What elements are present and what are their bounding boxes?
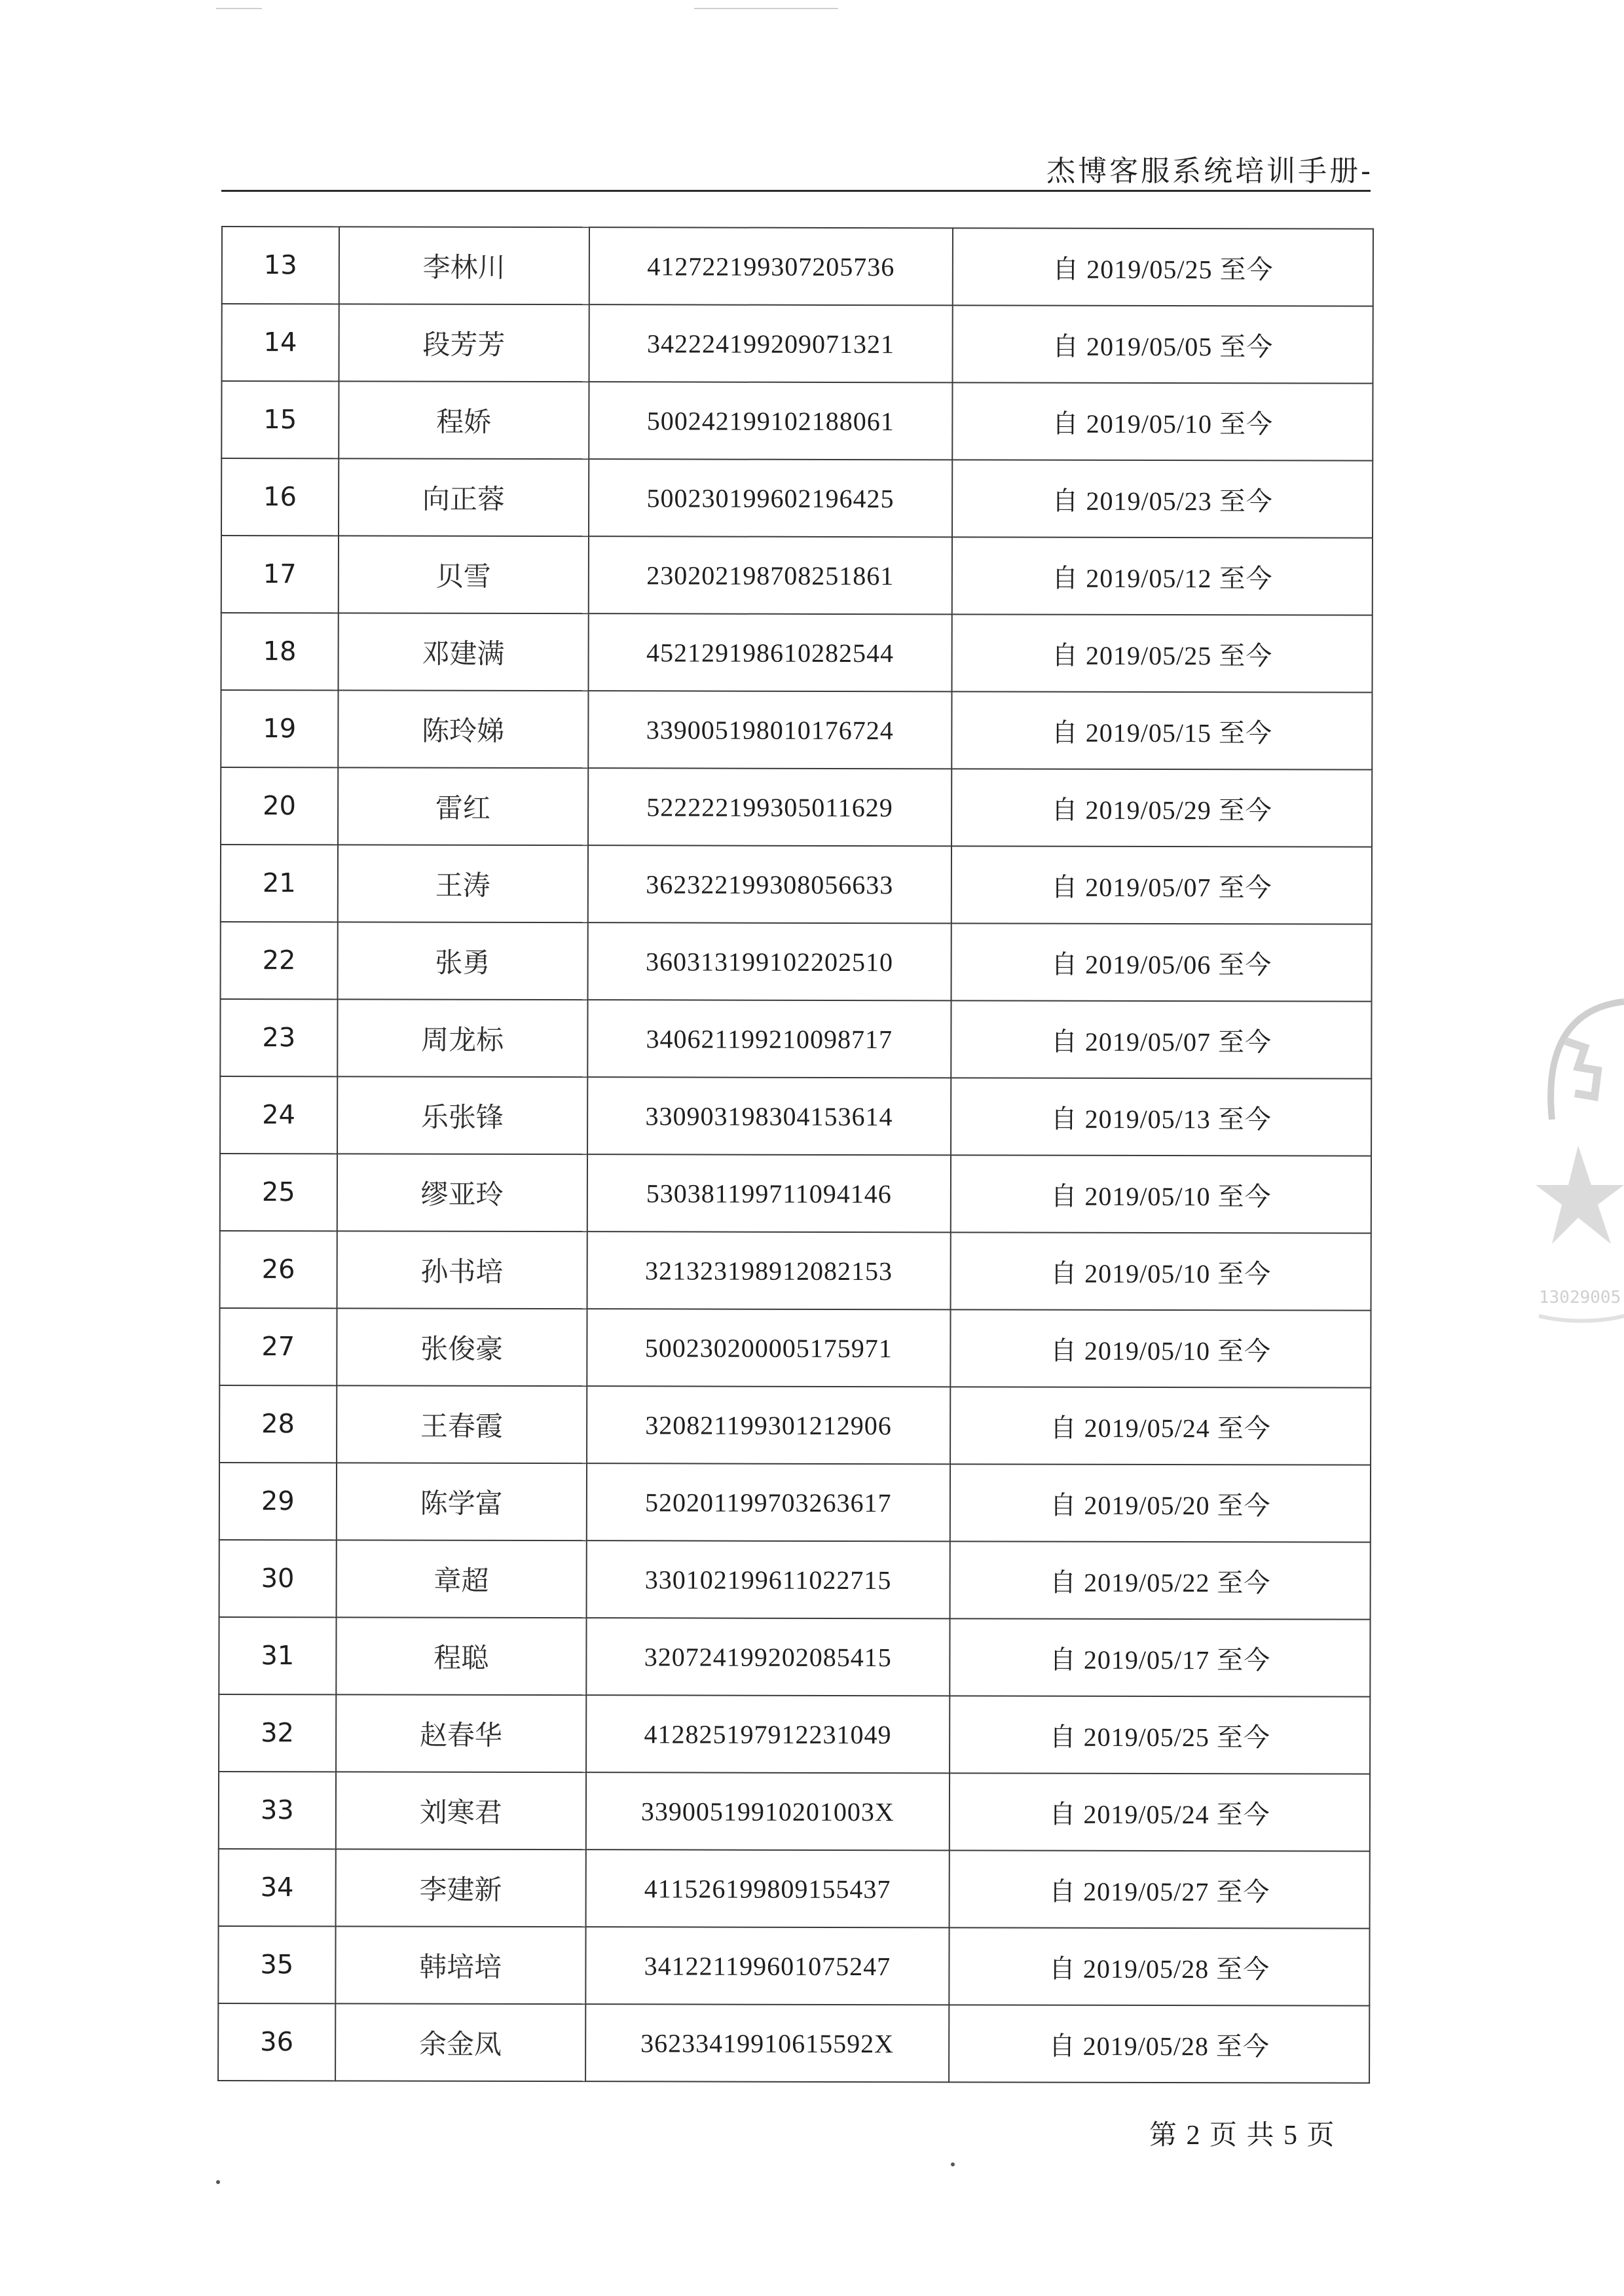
employee-name-cell: 余金凤 xyxy=(335,2003,585,2081)
row-number-cell: 32 xyxy=(219,1694,336,1772)
id-number-cell: 412825197912231049 xyxy=(586,1695,950,1773)
id-number-cell: 330903198304153614 xyxy=(587,1077,951,1155)
row-number-cell: 24 xyxy=(220,1076,337,1154)
employment-period-cell: 自 2019/05/06 至今 xyxy=(951,923,1372,1001)
row-number-cell: 14 xyxy=(222,304,339,381)
table-row xyxy=(221,922,1372,1002)
row-number-cell: 36 xyxy=(218,2003,335,2081)
id-number-cell: 411526199809155437 xyxy=(585,1850,950,1927)
employee-name-cell: 张俊豪 xyxy=(337,1308,587,1386)
employee-name-cell: 邓建满 xyxy=(338,613,588,691)
id-number-cell: 362322199308056633 xyxy=(587,845,951,923)
employment-period-cell: 自 2019/05/23 至今 xyxy=(952,460,1373,538)
employee-table xyxy=(217,226,1374,2084)
employment-period-cell: 自 2019/05/24 至今 xyxy=(950,1773,1370,1851)
page-number: 第 2 页 共 5 页 xyxy=(1149,2121,1336,2151)
table-row xyxy=(222,304,1373,384)
table-row xyxy=(221,690,1372,770)
header-divider xyxy=(221,190,1371,192)
employee-name-cell: 韩培培 xyxy=(335,1926,585,2004)
employee-name-cell: 赵春华 xyxy=(336,1694,586,1772)
table-row xyxy=(221,613,1373,693)
table-row xyxy=(219,1617,1370,1697)
employment-period-cell: 自 2019/05/10 至今 xyxy=(951,1232,1371,1310)
employment-period-cell: 自 2019/05/10 至今 xyxy=(950,1309,1371,1387)
id-number-cell: 500242199102188061 xyxy=(589,382,953,460)
row-number-cell: 27 xyxy=(219,1308,337,1385)
employee-name-cell: 李林川 xyxy=(339,227,589,304)
employment-period-cell: 自 2019/05/28 至今 xyxy=(949,1927,1369,2005)
id-number-cell: 340621199210098717 xyxy=(587,1000,951,1078)
row-number-cell: 25 xyxy=(220,1154,337,1231)
employment-period-cell: 自 2019/05/15 至今 xyxy=(951,691,1372,769)
id-number-cell: 339005198010176724 xyxy=(588,691,952,769)
employment-period-cell: 自 2019/05/10 至今 xyxy=(951,1155,1371,1233)
scan-speck xyxy=(216,2180,220,2184)
id-number-cell: 500230199602196425 xyxy=(589,459,953,537)
employee-name-cell: 章超 xyxy=(336,1540,586,1618)
row-number-cell: 29 xyxy=(219,1463,337,1540)
employee-name-cell: 程聪 xyxy=(336,1617,586,1695)
row-number-cell: 13 xyxy=(222,227,339,304)
row-number-cell: 17 xyxy=(221,536,339,613)
row-number-cell: 28 xyxy=(219,1385,337,1463)
employment-period-cell: 自 2019/05/29 至今 xyxy=(951,769,1372,847)
row-number-cell: 31 xyxy=(219,1617,336,1694)
id-number-cell: 341221199601075247 xyxy=(585,1927,950,2005)
table-row xyxy=(219,1849,1370,1929)
table-row xyxy=(219,1694,1370,1774)
id-number-cell: 230202198708251861 xyxy=(588,536,952,614)
document-header-title: 杰博客服系统培训手册- xyxy=(1046,155,1373,188)
table-row xyxy=(220,1076,1371,1156)
scan-edge-mark xyxy=(694,8,838,9)
table-row xyxy=(220,999,1371,1079)
table-row xyxy=(219,1540,1371,1620)
employee-name-cell: 雷红 xyxy=(338,767,588,845)
row-number-cell: 21 xyxy=(221,845,338,922)
employee-name-cell: 贝雪 xyxy=(339,536,589,613)
employee-name-cell: 向正蓉 xyxy=(339,458,589,536)
row-number-cell: 26 xyxy=(220,1231,337,1308)
row-number-cell: 18 xyxy=(221,613,339,690)
employment-period-cell: 自 2019/05/28 至今 xyxy=(949,2005,1369,2083)
employment-period-cell: 自 2019/05/25 至今 xyxy=(953,228,1373,306)
partial-seal-stamp xyxy=(1526,995,1624,1336)
scan-speck xyxy=(951,2162,955,2166)
employee-name-cell: 孙书培 xyxy=(337,1231,587,1309)
id-number-cell: 500230200005175971 xyxy=(587,1309,951,1387)
table-row xyxy=(221,767,1372,847)
id-number-cell: 412722199307205736 xyxy=(589,227,953,305)
table-row xyxy=(219,1463,1371,1542)
id-number-cell: 320724199202085415 xyxy=(586,1618,950,1696)
id-number-cell: 520201199703263617 xyxy=(586,1463,950,1541)
employment-period-cell: 自 2019/05/27 至今 xyxy=(950,1850,1370,1928)
employment-period-cell: 自 2019/05/05 至今 xyxy=(953,305,1373,383)
row-number-cell: 33 xyxy=(219,1772,336,1849)
scan-edge-mark xyxy=(216,8,262,9)
row-number-cell: 19 xyxy=(221,690,338,767)
row-number-cell: 22 xyxy=(221,922,338,999)
employee-name-cell: 段芳芳 xyxy=(339,304,589,382)
id-number-cell: 342224199209071321 xyxy=(589,304,953,382)
employment-period-cell: 自 2019/05/12 至今 xyxy=(952,537,1373,615)
table-row xyxy=(220,1231,1371,1311)
table-row xyxy=(221,458,1373,538)
row-number-cell: 15 xyxy=(221,381,339,458)
table-row xyxy=(218,1926,1369,2006)
row-number-cell: 23 xyxy=(220,999,337,1076)
employment-period-cell: 自 2019/05/07 至今 xyxy=(951,1000,1371,1078)
employee-name-cell: 张勇 xyxy=(337,922,587,1000)
row-number-cell: 20 xyxy=(221,767,338,845)
row-number-cell: 16 xyxy=(221,458,339,536)
employment-period-cell: 自 2019/05/20 至今 xyxy=(950,1464,1371,1542)
id-number-cell: 320821199301212906 xyxy=(587,1386,951,1464)
id-number-cell: 330102199611022715 xyxy=(586,1540,950,1618)
employment-period-cell: 自 2019/05/07 至今 xyxy=(951,846,1372,924)
employment-period-cell: 自 2019/05/25 至今 xyxy=(952,614,1373,692)
row-number-cell: 34 xyxy=(219,1849,336,1926)
employee-name-cell: 王涛 xyxy=(338,845,588,922)
employment-period-cell: 自 2019/05/22 至今 xyxy=(950,1541,1371,1619)
employee-name-cell: 陈学富 xyxy=(337,1463,587,1540)
id-number-cell: 360313199102202510 xyxy=(587,922,951,1000)
table-row xyxy=(221,845,1372,924)
employee-name-cell: 李建新 xyxy=(335,1849,585,1927)
employment-period-cell: 自 2019/05/10 至今 xyxy=(952,382,1373,460)
employee-table-body xyxy=(218,227,1373,2083)
employee-name-cell: 缪亚玲 xyxy=(337,1154,587,1231)
id-number-cell: 530381199711094146 xyxy=(587,1154,951,1232)
table-row xyxy=(219,1772,1370,1851)
row-number-cell: 35 xyxy=(218,1926,335,2003)
table-row xyxy=(222,227,1373,306)
id-number-cell: 36233419910615592X xyxy=(585,2004,950,2082)
svg-text:13029005: 13029005 xyxy=(1539,1288,1621,1307)
id-number-cell: 321323198912082153 xyxy=(587,1231,951,1309)
employee-table-container xyxy=(221,226,1374,2081)
employee-name-cell: 刘寒君 xyxy=(336,1772,586,1850)
row-number-cell: 30 xyxy=(219,1540,337,1617)
employee-name-cell: 程娇 xyxy=(339,381,589,459)
id-number-cell: 33900519910201003X xyxy=(585,1772,950,1850)
employment-period-cell: 自 2019/05/24 至今 xyxy=(950,1387,1371,1465)
employee-name-cell: 周龙标 xyxy=(337,999,587,1077)
employee-name-cell: 乐张锋 xyxy=(337,1076,587,1154)
table-row xyxy=(218,2003,1369,2083)
table-row xyxy=(221,381,1373,461)
table-row xyxy=(219,1308,1371,1388)
employment-period-cell: 自 2019/05/13 至今 xyxy=(951,1078,1371,1156)
table-row xyxy=(219,1385,1371,1465)
id-number-cell: 452129198610282544 xyxy=(588,613,952,691)
employee-name-cell: 陈玲娣 xyxy=(338,690,588,768)
employment-period-cell: 自 2019/05/17 至今 xyxy=(950,1618,1370,1696)
employment-period-cell: 自 2019/05/25 至今 xyxy=(950,1696,1370,1774)
employee-name-cell: 王春霞 xyxy=(337,1385,587,1463)
table-row xyxy=(221,536,1373,615)
id-number-cell: 522222199305011629 xyxy=(588,768,952,846)
table-row xyxy=(220,1154,1371,1233)
